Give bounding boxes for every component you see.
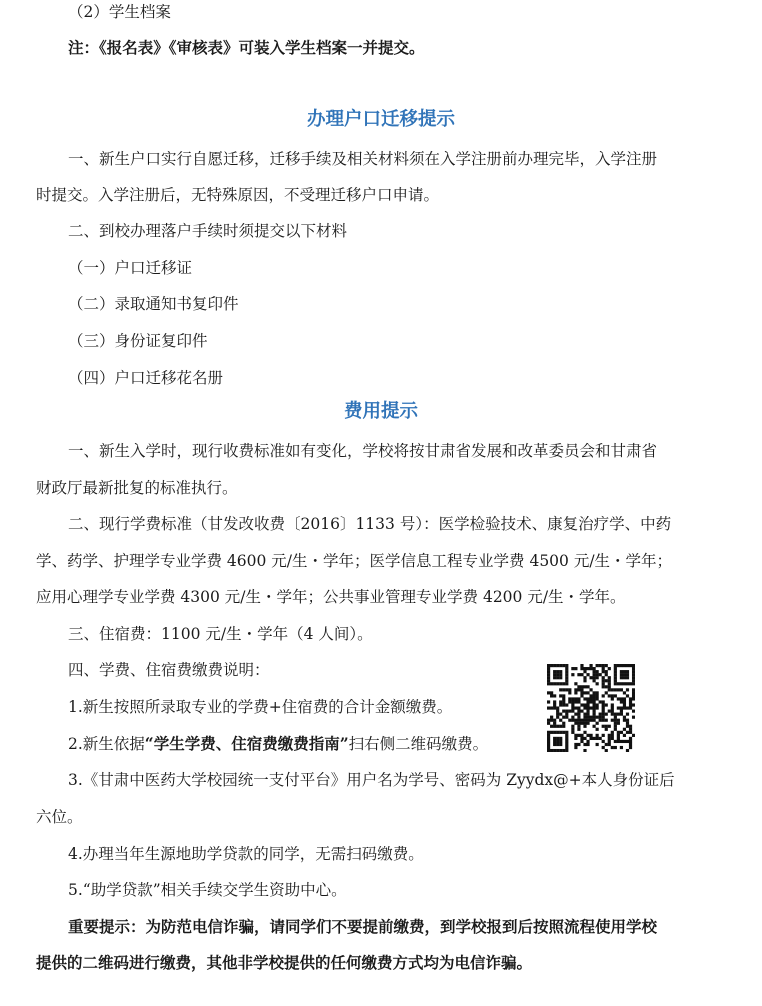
hukou-list-item: （三）身份证复印件: [68, 332, 208, 350]
fees-paragraph-2-line-3: 应用心理学专业学费 4300 元/生・学年；公共事业管理专业学费 4200 元/生・学年。: [36, 588, 626, 606]
hukou-paragraph-2: 二、到校办理落户手续时须提交以下材料: [68, 222, 348, 240]
fees-heading: 费用提示: [343, 401, 418, 422]
warning-line-2: 提供的二维码进行缴费，其他非学校提供的任何缴费方式均为电信诈骗。: [36, 953, 533, 972]
fees-note-2-prefix: 2.新生依据: [68, 735, 145, 753]
warning-line-1: 重要提示：为防范电信诈骗，请同学们不要提前缴费，到学校报到后按照流程使用学校: [68, 917, 658, 936]
hukou-heading: 办理户口迁移提示: [306, 109, 455, 130]
fees-note-4: 4.办理当年生源地助学贷款的同学，无需扫码缴费。: [68, 845, 424, 863]
archive-note: 注：《报名表》《审核表》可装入学生档案一并提交。: [68, 38, 425, 57]
fees-paragraph-3: 三、住宿费：1100 元/生・学年（4 人间）。: [68, 625, 373, 643]
fees-guide-title: “学生学费、住宿费缴费指南”: [144, 734, 349, 753]
fees-paragraph-2-line-2: 学、药学、护理学专业学费 4600 元/生・学年；医学信息工程专业学费 4500 元/生・学年；: [36, 552, 673, 570]
fees-note-3-line-1: 3.《甘肃中医药大学校园统一支付平台》用户名为学号、密码为 Zyydx@+本人身份证后: [68, 771, 675, 789]
fees-paragraph-4: 四、学费、住宿费缴费说明：: [68, 661, 270, 679]
hukou-list-item: （四）户口迁移花名册: [68, 369, 224, 387]
fees-note-2-suffix: 扫右侧二维码缴费。: [348, 735, 489, 753]
fees-note-1: 1.新生按照所录取专业的学费+住宿费的合计金额缴费。: [68, 698, 453, 716]
payment-qr-code[interactable]: [547, 664, 635, 752]
fees-paragraph-1-line-1: 一、新生入学时，现行收费标准如有变化，学校将按甘肃省发展和改革委员会和甘肃省: [68, 442, 658, 460]
hukou-paragraph-1-line-1: 一、新生户口实行自愿迁移，迁移手续及相关材料须在入学注册前办理完毕，入学注册: [68, 150, 658, 168]
fees-paragraph-1-line-2: 财政厅最新批复的标准执行。: [36, 479, 238, 497]
fees-note-2: [68, 733, 488, 755]
fees-note-5: 5.“助学贷款”相关手续交学生资助中心。: [68, 881, 347, 899]
hukou-list-item: （二）录取通知书复印件: [68, 295, 239, 313]
fees-paragraph-2-line-1: 二、现行学费标准（甘发改收费〔2016〕1133 号）：医学检验技术、康复治疗学、中药: [68, 515, 672, 533]
fees-note-3-line-2: 六位。: [36, 808, 83, 826]
hukou-paragraph-1-line-2: 时提交。入学注册后，无特殊原因，不受理迁移户口申请。: [36, 186, 440, 204]
hukou-list-item: （一）户口迁移证: [68, 259, 193, 277]
archive-item-2: （2）学生档案: [68, 3, 171, 21]
